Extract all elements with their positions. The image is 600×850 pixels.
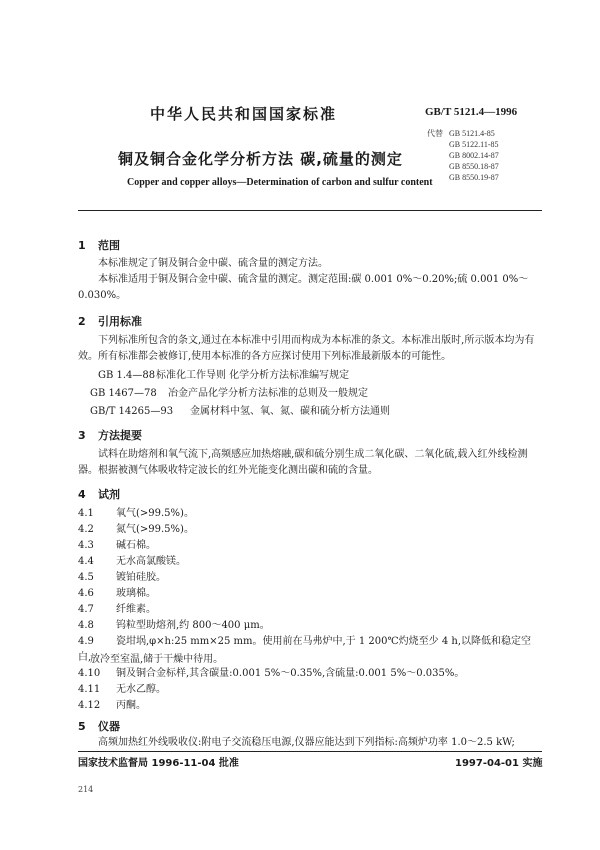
- item-text: 瓷坩埚,φ×h:25 mm×25 mm。使用前在马弗炉中,于 1 200℃灼烧至少 4 h,以降低和稳定空白,: [78, 636, 531, 663]
- reagent-item: [78, 538, 542, 554]
- reagent-item: [78, 682, 542, 698]
- item-text: 镀铂硅胶。: [116, 572, 166, 583]
- section-heading: [78, 427, 142, 443]
- item-text: 玻璃棉。: [116, 588, 156, 599]
- effective-date: 1997-04-01 实施: [455, 758, 543, 769]
- paragraph: [78, 447, 542, 479]
- item-text: 碱石棉。: [116, 540, 156, 551]
- replaced-standards: [427, 128, 499, 183]
- item-number: 4.12: [78, 700, 101, 711]
- item-number: 4.7: [78, 604, 94, 615]
- country-standard-title: 中华人民共和国国家标准: [150, 105, 338, 123]
- section-title: 引用标准: [98, 315, 142, 328]
- item-text: 无水乙醇。: [116, 684, 166, 695]
- reagent-item: [78, 570, 542, 586]
- replaces-label: 代替: [427, 129, 443, 138]
- section-title: 方法提要: [98, 429, 142, 442]
- section-title: 范围: [98, 239, 120, 252]
- paragraph-text: 下列标准所包含的条文,通过在本标准中引用而构成为本标准的条文。本标准出版时,所示版本均为有效。所有标准都会被修订,使用本标准的各方应探讨使用下列标准最新版本的可能性。: [78, 335, 535, 362]
- section-number: 1: [78, 239, 86, 252]
- item-text: 纤维素。: [116, 604, 156, 615]
- reagent-item: [78, 522, 542, 538]
- replaced-standard: GB 5121.4-85: [449, 129, 495, 138]
- item-continuation: 放冷至室温,储于干燥中待用。: [90, 654, 224, 665]
- replaced-standard: GB 8002.14-87: [449, 151, 499, 160]
- document-title-en: Copper and copper alloys—Determination of carbon and sulfur content: [127, 177, 433, 188]
- paragraph-text: 本标准规定了铜及铜合金中碳、硫含量的测定方法。: [98, 258, 328, 269]
- reference-code: GB 1.4—88: [98, 370, 156, 381]
- section-title: 仪器: [98, 720, 120, 733]
- item-number: 4.8: [78, 620, 94, 631]
- section-heading: [78, 486, 120, 502]
- item-number: 4.6: [78, 588, 94, 599]
- item-text: 铜及铜合金标样,其含碳量:0.001 5%～0.35%,含硫量:0.001 5%～0.035%。: [116, 668, 465, 679]
- paragraph: [78, 333, 542, 365]
- item-text: 钨粒型助熔剂,约 800～400 μm。: [116, 620, 270, 631]
- standard-number: GB/T 5121.4—1996: [425, 106, 518, 118]
- item-text: 无水高氯酸镁。: [116, 556, 186, 567]
- reference-title: 标准化工作导则 化学分析方法标准编写规定: [156, 370, 350, 381]
- section-number: 2: [78, 315, 86, 328]
- section-heading: [78, 313, 142, 329]
- reference-title: 金属材料中氢、氧、氮、碳和硫分析方法通则: [190, 406, 390, 417]
- reagent-item: [78, 618, 542, 634]
- item-number: 4.3: [78, 540, 94, 551]
- replaced-standard: GB 5122.11-85: [449, 140, 499, 149]
- paragraph-text: 本标准适用于铜及铜合金中碳、硫含量的测定。测定范围:碳 0.001 0%～0.20%;硫 0.001 0%～0.030%。: [78, 274, 529, 301]
- issuer-approval: 国家技术监督局 1996-11-04 批准: [78, 758, 239, 769]
- reference-title: 冶金产品化学分析方法标准的总则及一般规定: [168, 388, 368, 399]
- section-title: 试剂: [98, 488, 120, 501]
- reagent-item: [78, 506, 542, 522]
- reference-item: [90, 402, 390, 417]
- item-number: 4.10: [78, 668, 101, 679]
- reagent-item: [78, 554, 542, 570]
- reference-code: GB/T 14265—93: [90, 406, 174, 417]
- header-divider: [78, 210, 542, 211]
- paragraph-text: 高频加热红外线吸收仪:附电子交流稳压电源,仪器应能达到下列指标:高频炉功率 1.0～2.5 kW;: [98, 737, 515, 748]
- reagent-item: [78, 586, 542, 602]
- item-number: 4.1: [78, 508, 94, 519]
- replaced-standard: GB 8550.19-87: [449, 173, 499, 182]
- reference-item: [98, 366, 349, 381]
- replaced-standard: GB 8550.18-87: [449, 162, 499, 171]
- item-number: 4.2: [78, 524, 94, 535]
- document-title-cn: 铜及铜合金化学分析方法 碳,硫量的测定: [118, 150, 403, 168]
- section-number: 3: [78, 429, 86, 442]
- reagent-item: [78, 698, 542, 714]
- item-text: 氮气(>99.5%)。: [116, 524, 194, 535]
- item-text: 氧气(>99.5%)。: [116, 508, 194, 519]
- section-number: 4: [78, 488, 86, 501]
- reagent-item: [78, 666, 542, 682]
- page-number: 214: [78, 785, 94, 794]
- section-heading: [78, 718, 120, 734]
- item-number: 4.4: [78, 556, 94, 567]
- item-number: 4.5: [78, 572, 94, 583]
- item-text: 丙酮。: [116, 700, 146, 711]
- paragraph-text: 试料在助熔剂和氧气流下,高频感应加热熔融,碳和硫分别生成二氧化碳、二氧化硫,载入红外线检测器。根据被测气体吸收特定波长的红外光能变化测出碳和硫的含量。: [78, 449, 528, 476]
- paragraph: [78, 256, 542, 304]
- section-heading: [78, 237, 120, 253]
- item-number: 4.9: [78, 636, 94, 647]
- item-number: 4.11: [78, 684, 101, 695]
- reference-code: GB 1467—78: [90, 388, 157, 399]
- section-number: 5: [78, 720, 86, 733]
- footer-divider: [78, 751, 542, 752]
- reagent-item: [78, 602, 542, 618]
- reference-item: [90, 384, 368, 399]
- paragraph: [78, 735, 542, 751]
